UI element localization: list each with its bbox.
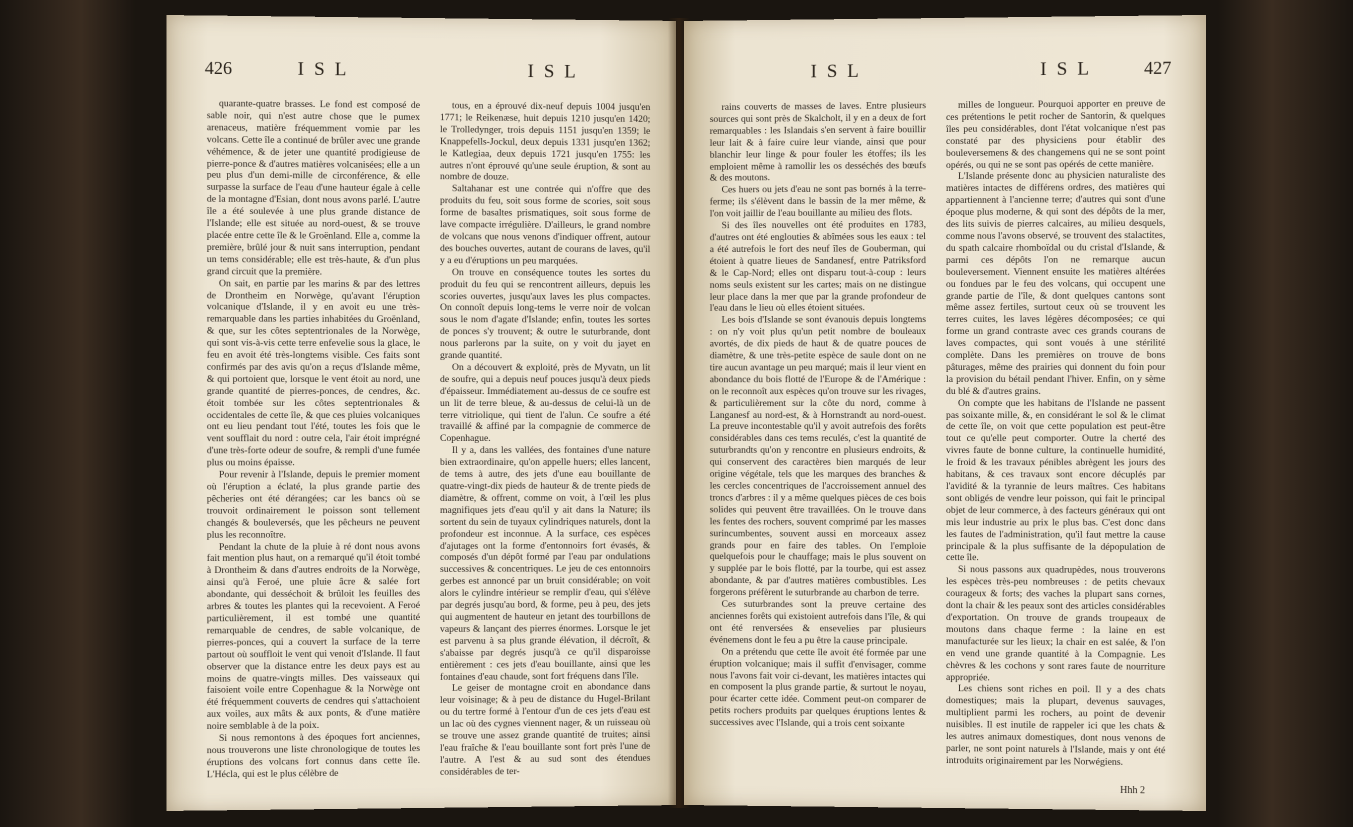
left-page [166, 15, 676, 811]
right-column-2 [946, 98, 1165, 780]
right-heading-right: ISL [1040, 58, 1100, 81]
paragraph: On a prétendu que cette île avoit été formée par une éruption volcanique; mais il suffit d'envisager, comme nous l'avons fait voir ci-devant, les matières intactes qui en composent la plus grande partie, & surtout le noyau, pour écarter cette idée. Comment peut-on comparer de petits rochers produits par quelques éruptions lentes & successives avec l'Islande, qui a trois cent soixante [709, 646, 927, 730]
paragraph: rains couverts de masses de laves. Entre plusieurs sources qui sont près de Skalcholt, il y en a deux de fort remarquables : les Islandais s'en servent à faire bouillir leur lait & à faire cuire leur viande, ainsi que pour blanchir leur linge & pour fouler les étoffes; ils les emploient même à ramollir les os desséchés des bœufs & des moutons. [709, 100, 927, 185]
paragraph: quarante-quatre brasses. Le fond est composé de sable noir, qui n'est autre chose que le pumex arenaceus, matière fréquemment vomie par les volcans. Cette île a continué de brûler avec une grande véhémence, & de jeter une quantité prodigieuse de pierre-ponce & d'autres matières volcanisées; elle a un peu plus d'un demi-mille de circonférence, & elle surpasse la surface de l'eau d'une hauteur égale à celle de la montagne d'Esian, dont nous avons parlé. L'autre île a été soulevée à une plus grande distance de l'Islande; elle est située au nord-ouest, & se trouve placée entre cette île & le Groënland. Elle a, comme la première, brûlé jour & nuit sans interruption, pendant un tems considérable; elle est très-haute, & d'un plus grand circuit que la première. [206, 98, 421, 278]
right-page-number: 427 [1144, 57, 1172, 79]
left-column-1 [207, 98, 420, 780]
left-heading-right: ISL [527, 61, 586, 83]
paragraph: On trouve en conséquence toutes les sortes du produit du feu qui se rencontrent ailleurs, depuis les scories ouvertes, jusqu'aux laves les plus compactes. On connoît depuis long-tems le verre noir de volcan sous le nom d'agate d'Islande; enfin, toutes les sortes de ponces s'y trouvent; & outre le suturbrande, dont nous parlerons par la suite, on y voit du jayet en grande quantité. [439, 266, 651, 362]
signature-mark: Hhh 2 [1120, 784, 1146, 797]
left-heading-left: ISL [297, 58, 357, 81]
paragraph: Si des îles nouvelles ont été produites en 1783, d'autres ont été englouties & abîmées sous les eaux : tel a été autrefois le fort des neuf îles de Gouberman, qui étoient à quatre lieues de Sandanesf, entre Patriksford & le Cap-Nord; elles ont disparu tout-à-coup : leurs noms seuls existent sur les cartes; mais on ne distingue leur place dans la mer que par la grande profondeur de l'eau dans le lieu où elles étoient situées. [709, 219, 927, 315]
paragraph: Ces suturbrandes sont la preuve certaine des anciennes forêts qui existoient autrefois dans l'île, & qui ont été renversées & ensevelies par plusieurs événemens dont le feu a pu être la cause principale. [709, 598, 927, 647]
right-heading-left: ISL [810, 60, 869, 83]
left-running-head [166, 57, 676, 102]
paragraph: Il y a, dans les vallées, des fontaines d'une nature bien extraordinaire, qu'on appelle huers; elles lancent, de tems à autre, des jets d'une eau bouillante de quatre-vingt-dix pieds de hauteur & de trente pieds de diamètre, & offrent, comme on voit, à l'œil les plus magnifiques jets d'eau qu'il y ait dans la Nature; ils sortent du sein de tuyaux cylindriques naturels, dont la profondeur est inconnue. A la surface, ces espèces d'ajutages ont la forme d'entonnoirs fort évasés, & composés d'un dépôt formé par l'eau par ondulations successives & concentriques. Le jeu de ces entonnoirs gerbes est annoncé par un bruit considérable; on voit alors le cylindre intérieur se remplir d'eau, qui s'élève par degrés jusqu'au bord, & forme, peu à peu, des jets qui augmentent de hauteur en jetant des tourbillons de vapeurs & lançant des pierres énormes. Lorsque le jet est parvenu à sa plus grande élévation, il décroît, & s'abaisse par degrés jusqu'à ce qu'il disparoisse entièrement : ces jets d'eau bouillante, ainsi que les fontaines d'eau chaude, sont fort fréquens dans l'île. [439, 445, 651, 683]
paragraph: On a découvert & exploité, près de Myvatn, un lit de soufre, qui a depuis neuf pouces jusqu'à deux pieds d'épaisseur. Immédiatement au-dessus de ce soufre est un lit de terre bleue, & au-dessus de celui-là un de terre vitriolique, qui tient de l'alun. Ce soufre a été travaillé & affiné par la compagnie de commerce de Copenhague. [439, 361, 651, 445]
paragraph: Les chiens sont riches en poil. Il y a des chats domestiques; mais la plupart, devenus sauvages, multiplient parmi les rochers, au point de devenir nuisibles. Il est inutile de rappeler ici que les chats & les autres animaux domestiques, dont nous venons de parler, ne sont point naturels à l'Islande, mais y ont été introduits originairement par les Norwégiens. [945, 683, 1166, 768]
paragraph: L'Islande présente donc au physicien naturaliste des matières intactes de différens ordres, des matières qui appartiennent à l'ancienne terre; d'autres qui sont d'une époque plus moderne, & qui sont des dépôts de la mer, des lits suivis de pierres calcaires, au milieu desquels, comme nous l'avons observé, se trouvent des stalactites, du spath calcaire rhomboïdal ou du cristal d'Islande, & parmi ces dépôts l'on ne remarque aucun bouleversement. Viennent ensuite les matières altérées ou fondues par le feu des volcans, qui occupent une grande partie de l'île, & dont quelques cantons sont même assez fertiles, surtout ceux où se trouvent les terres cuites, les laves légères décomposées; ce qui forme un grand contraste avec ces grands courans de laves compactes, qui sont voués à une stérilité complète. Dans les premières on trouve de bons pâturages, même des prairies qui donnent du foin pour la provision du bétail pendant l'hiver. Enfin, on y sème du blé & d'autres grains. [945, 169, 1166, 397]
right-running-head [684, 57, 1206, 102]
right-columns [710, 98, 1166, 780]
paragraph: Le geiser de montagne croit en abondance dans leur voisinage; & à peu de distance du Hugel-Brilant ou du tertre formé à l'entour d'un de ces jets d'eau est un lac où des cygnes viennent nager, & un ruisseau où se trouve une assez grande quantité de truites; ainsi l'eau fraîche & l'eau bouillante sont fort près l'une de l'autre. A l'est & au sud sont des étendues considérables de ter- [439, 681, 651, 778]
paragraph: Si nous remontons à des époques fort anciennes, nous trouverons une liste chronologique de toutes les éruptions des volcans fort connus dans cette île. L'Hécla, qui est le plus célèbre de [206, 731, 421, 781]
paragraph: Ces huers ou jets d'eau ne sont pas bornés à la terre-ferme; ils s'élèvent dans le bassin de la mer même, & l'on voit jaillir de l'eau bouillante au milieu des flots. [709, 183, 927, 220]
paragraph: milles de longueur. Pourquoi apporter en preuve de ces prétentions le petit rocher de Santorin, & quelques îles peu considérables, dont l'état volcanique n'est pas constaté par des physiciens pour établir des bouleversemens & des changemens qui ne se sont point opérés, ou qui ne se sont pas opérés de cette manière. [945, 97, 1166, 171]
right-column-1 [710, 100, 926, 778]
paragraph: Pour revenir à l'Islande, depuis le premier moment où l'éruption a éclaté, la plus grande partie des pêcheries ont été dérangées; car les bancs où se trouvoit ordinairement le poisson sont tellement changés & bouleversés, que les pêcheurs ne peuvent plus les reconnoître. [206, 469, 421, 541]
paragraph: On sait, en partie par les marins & par des lettres de Drontheim en Norwège, qu'avant l'éruption volcanique d'Islande, il y en avoit eu une très-remarquable dans les parties inhabitées du Groënland, & que, sur les côtes septentrionales de la Norwège, qui sont vis-à-vis cette terre enfevelie sous la glace, le feu en avoit été très-longtems visible. Ces faits sont confirmés par des avis qu'on a reçus d'Islande même, & qui portoient que, lorsque le vent étoit au nord, une grande quantité de pierres-ponces, de cendres, &c. étoit tombée sur les côtes septentrionales & occidentales de cette île, & que ces pluies volcaniques ont eu lieu pendant tout l'été, toutes les fois que le vent soufflait du nord : outre cela, l'air étoit imprégné d'une très-forte odeur de soufre, & rempli d'une fumée plus ou moins épaisse. [206, 277, 421, 469]
paragraph: On compte que les habitans de l'Islande ne passent pas soixante mille, &, en considérant le sol & le climat de cette île, on voit que cette population est peut-être tout ce qu'elle peut comporter. Outre la cherté des vivres faute de bonne culture, la continuelle humidité, le froid & les travaux pénibles abrègent les jours des habitans, & ces travaux sont encore décuplés par l'avidité & la tyrannie de leurs maîtres. Ces habitans sont obligés de vendre leur poisson, qui fait le principal objet de leur commerce, à des facteurs généraux qui ont mis leur industrie au prix le plus bas. C'est donc dans les fautes de l'administration, qu'il faut mettre la cause principale & la plus suffisante de la dépopulation de cette île. [945, 397, 1166, 564]
paragraph: tous, en a éprouvé dix-neuf depuis 1004 jusqu'en 1771; le Reikenæse, huit depuis 1210 jusqu'en 1420; le Trolledynger, trois depuis 1151 jusqu'en 1359; le Knappefells-Jockul, deux depuis 1331 jusqu'en 1362; le Katlegiaa, deux depuis 1721 jusqu'en 1755: les autres n'ont éprouvé qu'une seule éruption, & sont au nombre de douze. [439, 100, 651, 184]
paragraph: Si nous passons aux quadrupèdes, nous trouverons les espèces très-peu nombreuses : de petits chevaux courageux & forts; des vaches la plupart sans cornes, dont la chair & les peaux sont des articles considérables d'exportation. On trouve de grands troupeaux de moutons dans chaque ferme : la laine en est manufacturée sur les lieux; la chair en est salée, & l'on en vend une grande quantité à la Compagnie. Les chèvres & les cochons y sont rares faute de nourriture appropriée. [945, 564, 1166, 683]
left-columns [207, 98, 651, 780]
paragraph: Pendant la chute de la pluie à ré dont nous avons fait mention plus haut, on a remarqué qu'il étoit tombé à Drontheim & dans d'autres endroits de la Norwège, ainsi qu'à Feroé, une pluie âcre & salée fort abondante, qui desséchoit & brûloit les feuilles des arbres & toutes les plantes qui la recevoient. A Feroé particulièrement, il est tombé une quantité remarquable de cendres, de sable volcanique, de pierres-ponces, qui a couvert la surface de la terre partout où souffloit le vent qui venoit d'Islande. Il faut observer que la distance entre les deux pays est au moins de quatre-vingts milles. Des vaisseaux qui faisoient voile entre Copenhague & la Norwège ont été fréquemment couverts de cendres qui s'attachoient aux voiles, aux mâts & aux ponts, & d'une matière noire semblable à de la poix. [206, 540, 421, 733]
paragraph: Les bois d'Islande se sont évanouis depuis longtems : on n'y voit plus qu'un petit nombre de bouleaux avortés, de dix pieds de haut & de quatre pouces de diamètre, & une très-petite espèce de saule dont on ne tire aucun avantage un peu marqué; mais il leur vient en abondance du bois flotté de l'Europe & de l'Amérique : on le reconnoît aux espèces qu'on trouve sur les rivages, & particulièrement sur la côte du nord, comme à Langanesf au nord-est, & à Hornstrandt au nord-ouest. La preuve incontestable qu'il y avoit autrefois des forêts considérables dans ces tems reculés, c'est la quantité de suturbrandts qu'on y rencontre en plusieurs endroits, & qui conservent des caractères bien marqués de leur origine végétale, tels que les marques des branches & les cercles concentriques de l'accroissement annuel des troncs d'arbres : il y a même quelques pièces de ces bois solides qui peuvent être travaillées. On le trouve dans les fentes des rochers, souvent comprimé par les masses surincumbentes, souvent aussi en morceaux assez grands pour en faire des tables. On l'emploie quelquefois pour le chauffage; mais le plus souvent on y supplée par le bois flotté, par la tourbe, qui est assez abondante, & par d'autres matières combustibles. Les forgerons préfèrent le suturbrande au charbon de terre. [709, 314, 927, 600]
left-page-number: 426 [204, 57, 233, 79]
left-column-2 [440, 100, 650, 778]
right-page [684, 15, 1206, 811]
paragraph: Saltahanar est une contrée qui n'offre que des produits du feu, soit sous forme de scories, soit sous forme de basaltes prismatiques, soit sous forme de lave compacte irrégulière. D'ailleurs, le grand nombre de volcans que nous venons d'indiquer offrent, autour des bouches ouvertes, autant de courans de laves, qu'il y a eu d'éruptions un peu marquées. [439, 183, 651, 267]
